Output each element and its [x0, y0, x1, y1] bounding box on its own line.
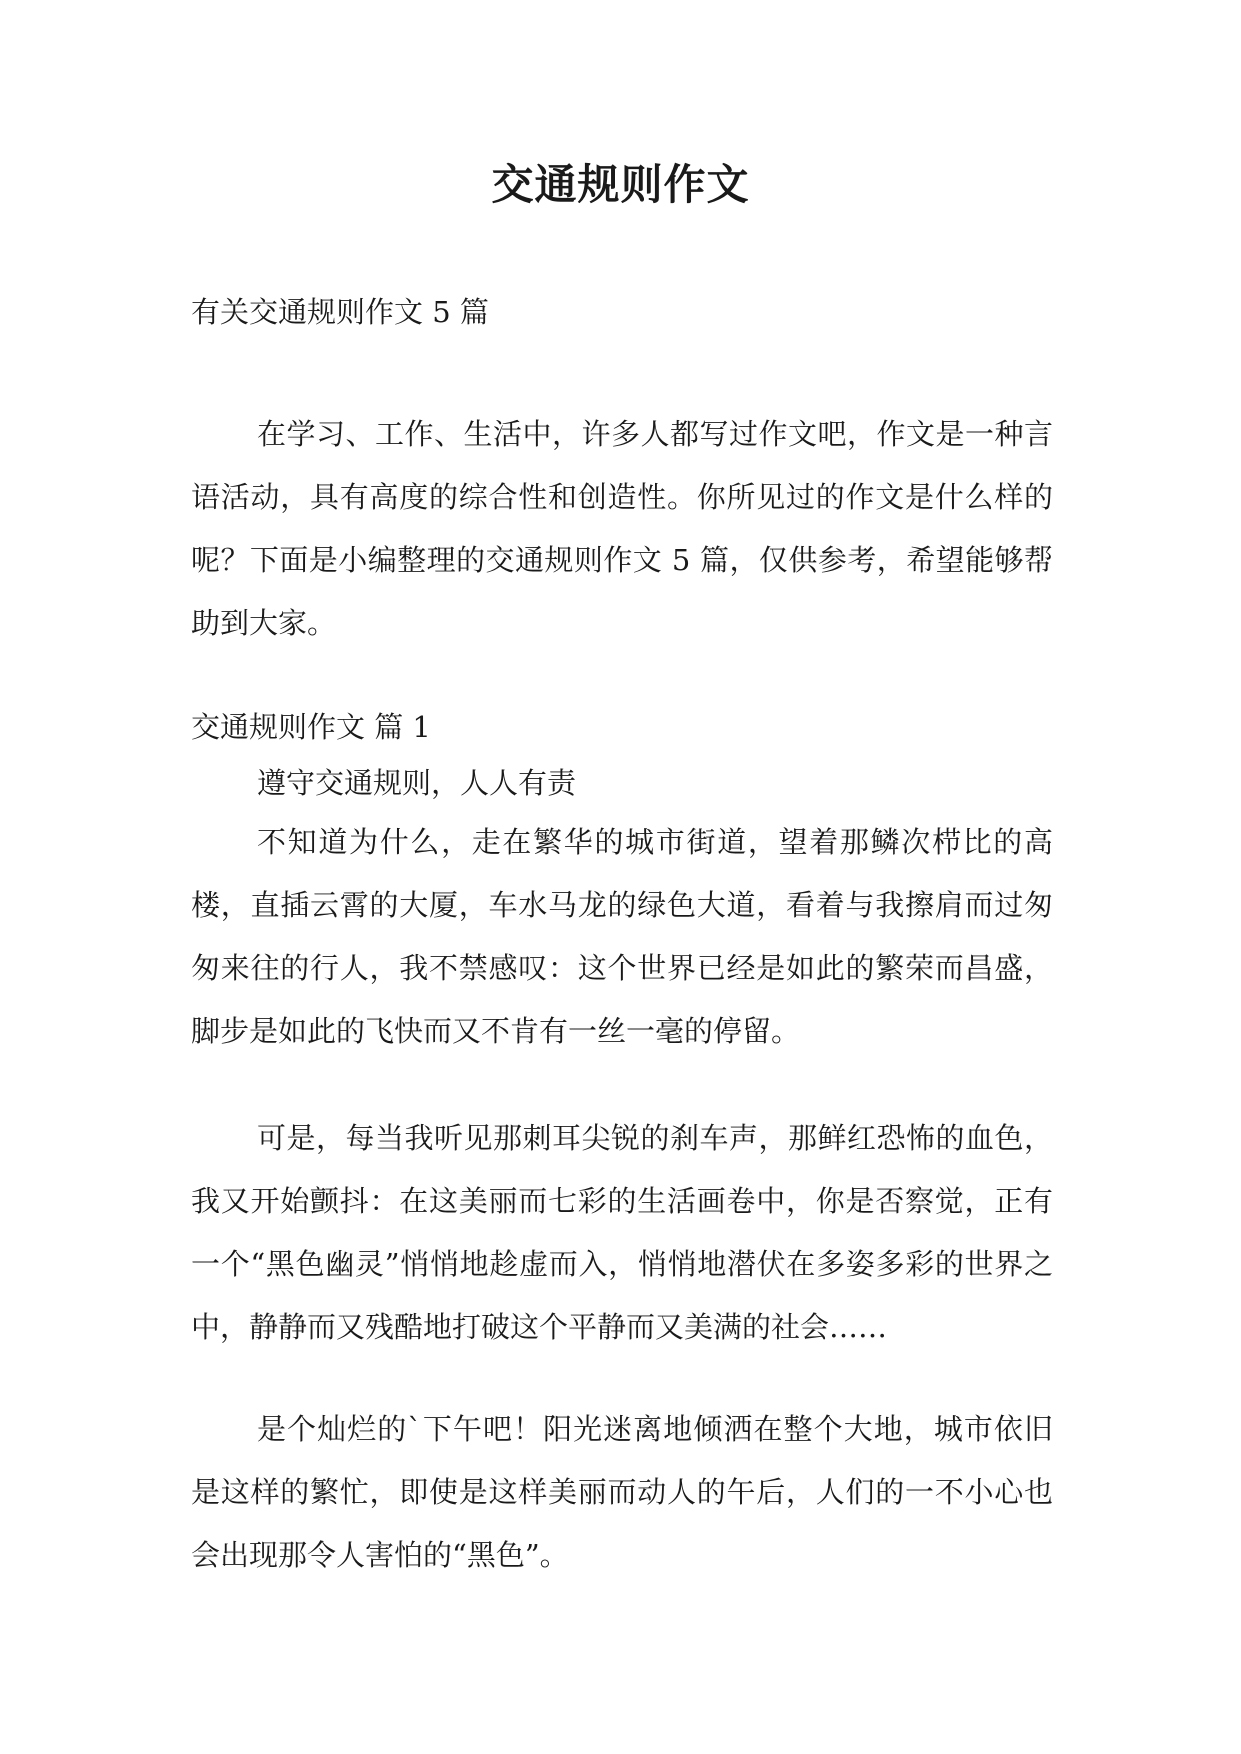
document-subtitle: 有关交通规则作文 5 篇 — [191, 295, 489, 329]
body-paragraph: 不知道为什么，走在繁华的城市街道，望着那鳞次栉比的高楼，直插云霄的大厦，车水马龙的绿色大道，看着与我擦肩而过匆匆来往的行人，我不禁感叹：这个世界已经是如此的繁荣而昌盛，脚步是如此的飞快而又不肯有一丝一毫的停留。 — [191, 825, 1053, 1048]
essay-heading: 遵守交通规则，人人有责 — [257, 766, 577, 800]
section-title: 交通规则作文 篇 1 — [191, 710, 431, 744]
body-paragraph: 可是，每当我听见那刺耳尖锐的刹车声，那鲜红恐怖的血色，我又开始颤抖：在这美丽而七彩的生活画卷中，你是否察觉，正有一个“黑色幽灵”悄悄地趁虚而入，悄悄地潜伏在多姿多彩的世界之中，静静而又残酷地打破这个平静而又美满的社会…… — [191, 1121, 1053, 1344]
intro-paragraph: 在学习、工作、生活中，许多人都写过作文吧，作文是一种言语活动，具有高度的综合性和创造性。你所见过的作文是什么样的呢？下面是小编整理的交通规则作文 5 篇，仅供参考，希望能够帮助到大家。 — [191, 417, 1053, 640]
body-paragraph: 是个灿烂的`下午吧！阳光迷离地倾洒在整个大地，城市依旧是这样的繁忙，即使是这样美丽而动人的午后，人们的一不小心也会出现那令人害怕的“黑色”。 — [191, 1412, 1053, 1572]
document-title: 交通规则作文 — [491, 160, 750, 209]
